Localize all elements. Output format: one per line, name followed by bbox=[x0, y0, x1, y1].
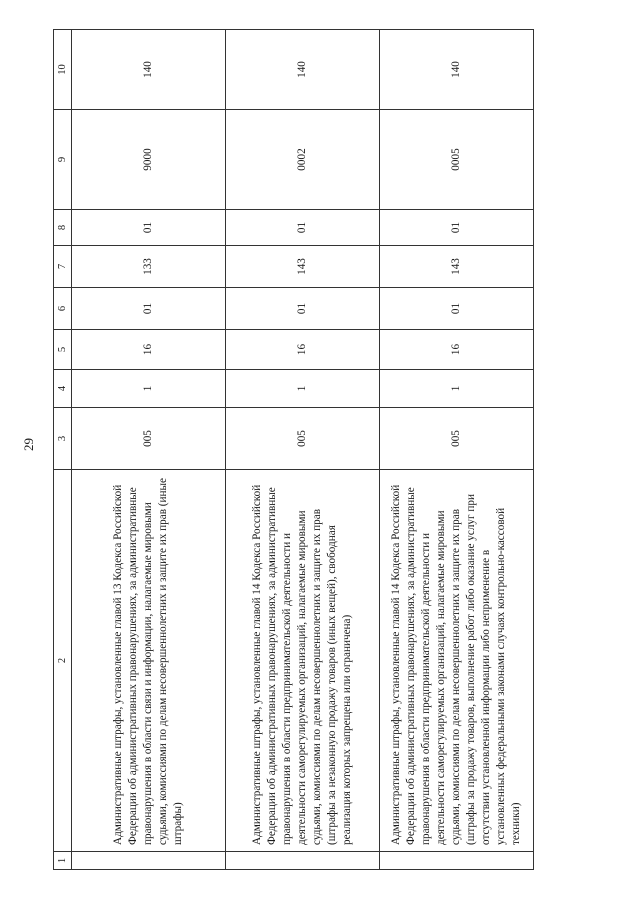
table-cell: 133 bbox=[72, 246, 226, 288]
column-header: 3 bbox=[54, 408, 72, 470]
row-description: Административные штрафы, установленные главой 14 Кодекса Российской Федерации об административных правонарушениях, за административные правонарушения в области предпринимательской деятельности и деятельности саморегулируемых организаций, налагаемые мировыми судьями, комиссиями по делам несовершеннолетних и защите их прав (штрафы за продажу товаров, выполнение работ либо оказание услуг при отсутствии установленной информации либо неприменение в установленных федеральными законами случаях контрольно-кассовой техники) bbox=[380, 470, 534, 852]
column-header: 6 bbox=[54, 288, 72, 330]
page-number: 29 bbox=[21, 438, 36, 451]
table-cell: 140 bbox=[72, 30, 226, 110]
column-header: 9 bbox=[54, 110, 72, 210]
column-header: 2 bbox=[54, 470, 72, 852]
table-cell: 9000 bbox=[72, 110, 226, 210]
table-cell: 005 bbox=[72, 408, 226, 470]
row-description: Административные штрафы, установленные главой 14 Кодекса Российской Федерации об административных правонарушениях, за административные правонарушения в области предпринимательской деятельности и деятельности саморегулируемых организаций, налагаемые мировыми судьями, комиссиями по делам несовершеннолетних и защите их прав (штрафы за незаконную продажу товаров (иных вещей), свободная реализация которых запрещена или ограничена) bbox=[226, 470, 380, 852]
table-cell: 16 bbox=[380, 330, 534, 370]
table-cell: 01 bbox=[380, 288, 534, 330]
table-cell: 1 bbox=[226, 370, 380, 408]
table-cell: 143 bbox=[226, 246, 380, 288]
column-header: 1 bbox=[54, 852, 72, 870]
column-header: 8 bbox=[54, 210, 72, 246]
table-row bbox=[226, 30, 380, 870]
column-header: 7 bbox=[54, 246, 72, 288]
table-row bbox=[72, 30, 226, 870]
table-row bbox=[380, 30, 534, 870]
header-row bbox=[54, 30, 72, 870]
table-cell: 140 bbox=[380, 30, 534, 110]
table-cell: 143 bbox=[380, 246, 534, 288]
table-cell bbox=[380, 852, 534, 870]
table-cell: 01 bbox=[380, 210, 534, 246]
row-description: Административные штрафы, установленные главой 13 Кодекса Российской Федерации об административных правонарушениях, за административные правонарушения в области связи и информации, налагаемые мировыми судьями, комиссиями по делам несовершеннолетних и защите их прав (иные штрафы) bbox=[72, 470, 226, 852]
table-cell bbox=[226, 852, 380, 870]
rotated-table-container bbox=[53, 30, 533, 870]
column-header: 4 bbox=[54, 370, 72, 408]
table-cell: 16 bbox=[226, 330, 380, 370]
table-cell: 005 bbox=[226, 408, 380, 470]
table-cell: 0005 bbox=[380, 110, 534, 210]
table-cell: 140 bbox=[226, 30, 380, 110]
table-cell: 01 bbox=[226, 288, 380, 330]
table-cell bbox=[72, 852, 226, 870]
table-cell: 16 bbox=[72, 330, 226, 370]
column-header: 5 bbox=[54, 330, 72, 370]
column-header: 10 bbox=[54, 30, 72, 110]
table-cell: 01 bbox=[72, 210, 226, 246]
table-cell: 1 bbox=[380, 370, 534, 408]
table-cell: 0002 bbox=[226, 110, 380, 210]
table-cell: 01 bbox=[72, 288, 226, 330]
table-cell: 1 bbox=[72, 370, 226, 408]
table-cell: 005 bbox=[380, 408, 534, 470]
table-cell: 01 bbox=[226, 210, 380, 246]
budget-classification-table bbox=[53, 29, 534, 870]
